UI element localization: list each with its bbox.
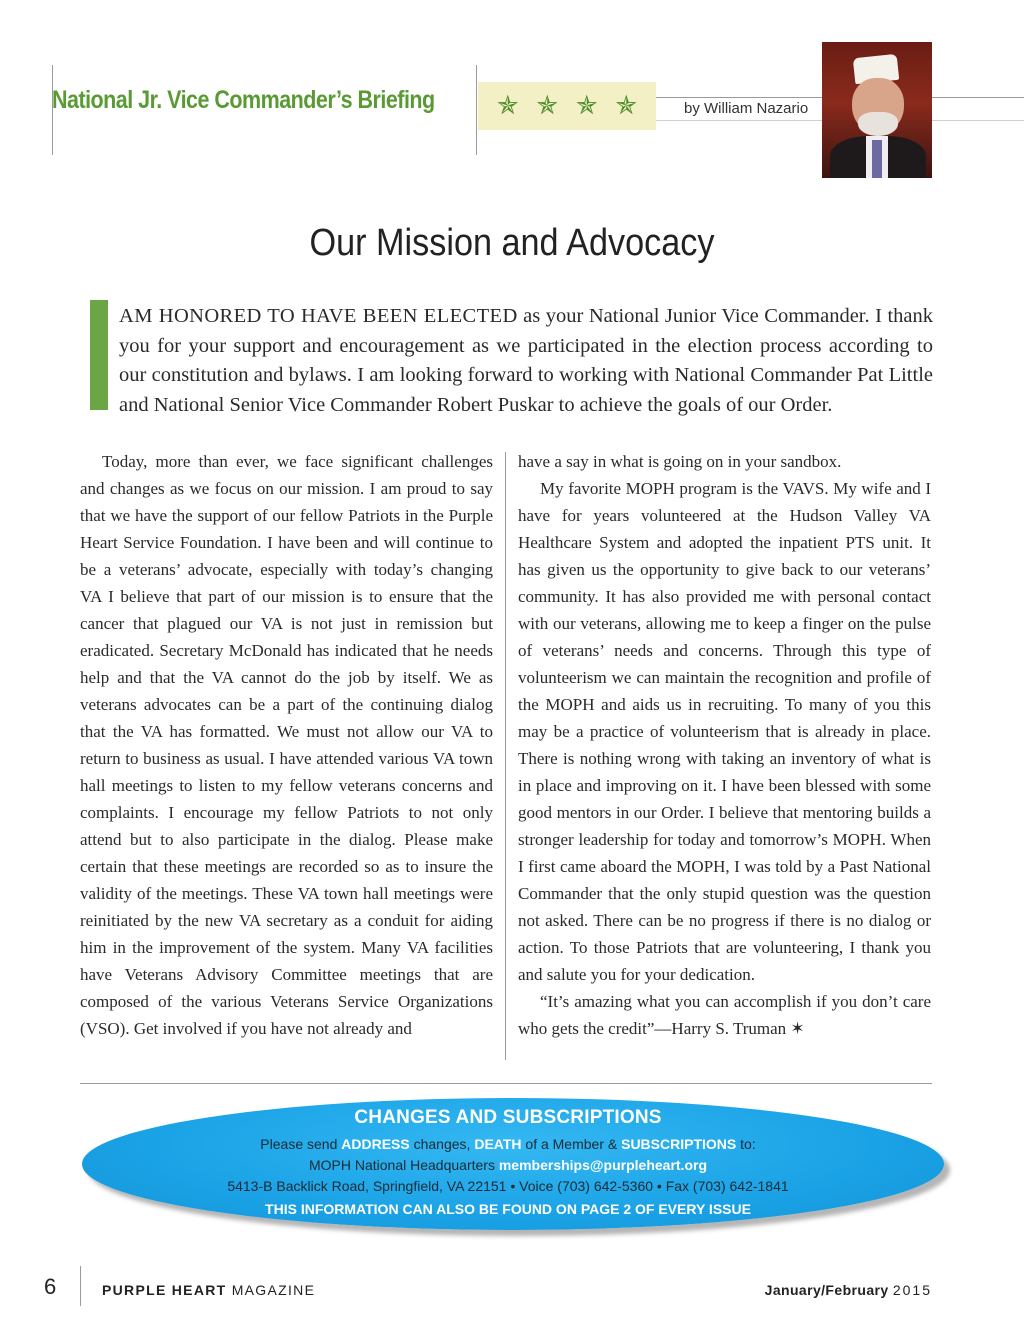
- byline: by William Nazario: [684, 100, 809, 117]
- quote-paragraph: “It’s amazing what you can accomplish if you don’t care who gets the credit”—Harry S. Truman ✶: [518, 992, 931, 1038]
- left-column: [80, 448, 493, 1042]
- headquarters-line: MOPH National Headquarters memberships@purpleheart.org: [308, 1157, 707, 1173]
- article-title: Our Mission and Advocacy: [309, 222, 715, 264]
- star-icon: ✯: [615, 91, 638, 121]
- footer-divider: [80, 1266, 81, 1306]
- subscriptions-keyword: SUBSCRIPTIONS: [621, 1136, 737, 1152]
- column-divider: [505, 452, 506, 1060]
- address-line: 5413-B Backlick Road, Springfield, VA 22151 • Voice (703) 642-5360 • Fax (703) 642-1841: [227, 1178, 789, 1194]
- page-number: 6: [44, 1274, 57, 1299]
- address-keyword: ADDRESS: [341, 1136, 410, 1152]
- star-icon: ✯: [575, 91, 598, 121]
- subscriptions-note: THIS INFORMATION CAN ALSO BE FOUND ON PAGE 2 OF EVERY ISSUE: [265, 1201, 751, 1217]
- death-keyword: DEATH: [474, 1136, 522, 1152]
- membership-email-link[interactable]: memberships@purpleheart.org: [498, 1157, 707, 1173]
- header-divider-mid: [476, 65, 477, 155]
- star-icon: ✯: [536, 91, 559, 121]
- intro-paragraph: [119, 302, 933, 420]
- subscriptions-instructions: Please send ADDRESS changes, DEATH of a Member & SUBSCRIPTIONS to:: [260, 1136, 756, 1152]
- paragraph: Today, more than ever, we face significant challenges and changes as we focus on our mission. I am proud to say that we have the support of our fellow Patriots in the Purple Heart Service Foundation. I have been and will continue to be a veterans’ advocate, especially with today’s changing VA I believe that part of our mission is to ensure that the cancer that plagued our VA is not just in remission but eradicated. Secretary McDonald has indicated that he needs help and that the VA cannot do the job by itself. We as veterans advocates can be a part of the continuing dialog that the VA has formatted. We must not allow our VA to return to business as usual. I have attended various VA town hall meetings to listen to my fellow veterans concerns and complaints. I encourage my fellow Patriots to not only attend but to also participate in the dialog. Please make certain that these meetings are recorded so as to insure the validity of the meetings. These VA town hall meetings were reinitiated by the new VA secretary as a conduit for aiding him in the improvement of the system. Many VA facilities have Veterans Advisory Committee meetings that are composed of the various Veterans Service Organizations (VSO). Get involved if you have not already and: [80, 452, 493, 1038]
- section-title: National Jr. Vice Commander’s Briefing: [52, 86, 435, 114]
- paragraph: have a say in what is going on in your sandbox.: [518, 452, 842, 471]
- star-icon: ✯: [496, 91, 519, 121]
- magazine-name: PURPLE HEART MAGAZINE: [102, 1282, 316, 1298]
- intro-text: as your National Junior Vice Commander. I thank you for your support and encouragement as we participated in the election process according to our constitution and bylaws. I am looking forward to working with National Commander Pat Little and National Senior Vice Commander Robert Puskar to achieve the goals of our Order.: [119, 305, 934, 416]
- paragraph: My favorite MOPH program is the VAVS. My wife and I have for years volunteered at the Hudson Valley VA Healthcare System and adopted the inpatient PTS unit. It has given us the opportunity to give back to our veterans’ community. It has also provided me with personal contact with our veterans, allowing me to keep a finger on the pulse of veterans’ needs and concerns. Through this type of volunteerism we can maintain the recognition and profile of the MOPH and aids us in recruiting. To many of you this may be a practice of volunteerism that is already in place. There is nothing wrong with taking an inventory of what is in place and improving on it. I have been blessed with some good mentors in our Order. I believe that mentoring builds a stronger leadership for today and tomorrow’s MOPH. When I first came aboard the MOPH, I was told by a Past National Commander that the only stupid question was the question not asked. There can be no progress if there is no dialog or action. To those Patriots that are volunteering, I thank you and salute you for your dedication.: [518, 479, 931, 984]
- author-photo: [822, 42, 932, 178]
- drop-cap-i: [90, 300, 108, 410]
- subscriptions-title: CHANGES AND SUBSCRIPTIONS: [354, 1107, 662, 1128]
- section-separator: [80, 1083, 932, 1084]
- intro-caps: AM HONORED TO HAVE BEEN ELECTED: [119, 305, 518, 327]
- right-column: [518, 448, 931, 1042]
- star-banner: [478, 82, 656, 130]
- issue-date: January/February 2015: [764, 1282, 932, 1298]
